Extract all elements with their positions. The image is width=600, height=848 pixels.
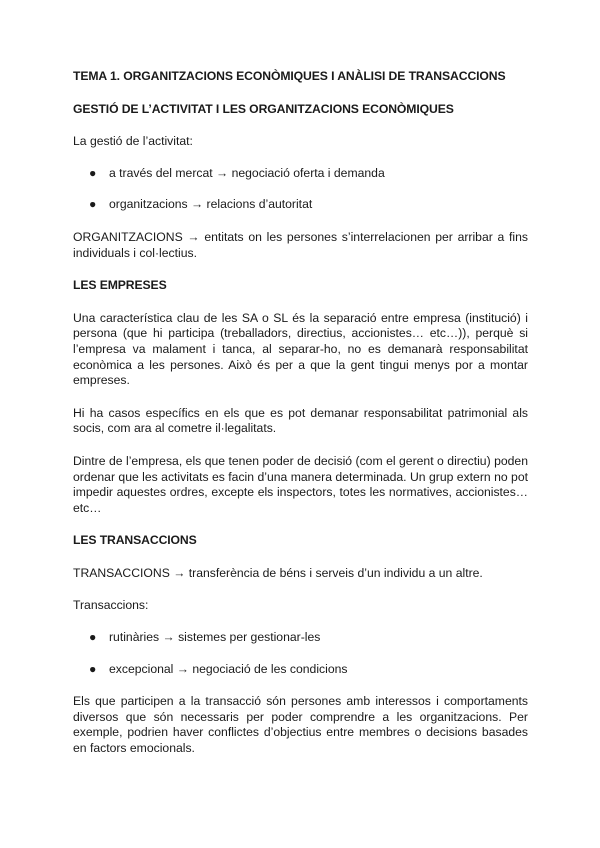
- section-heading-empreses: LES EMPRESES: [73, 278, 167, 293]
- list-item: [73, 197, 528, 213]
- list-item-text: organitzacions → relacions d’autoritat: [109, 197, 313, 212]
- list-item-text: a través del mercat → negociació oferta i demanda: [109, 165, 385, 180]
- transaccions-closing: Els que participen a la transacció són persones amb interessos i comportaments diversos que són necessaris per poder comprendre a les organitzacions. Per exemple, podrien haver conflictes d’objectius entre membres o decisions basades en factors emocionals.: [73, 694, 528, 756]
- section-heading-transaccions: LES TRANSACCIONS: [73, 533, 197, 548]
- intro-text: La gestió de l’activitat:: [73, 134, 193, 149]
- document-subtitle: GESTIÓ DE L’ACTIVITAT I LES ORGANITZACIONS ECONÒMIQUES: [73, 101, 454, 116]
- list-item-text: rutinàries → sistemes per gestionar-les: [109, 630, 321, 645]
- bullet-icon: ●: [89, 197, 97, 212]
- empreses-paragraph-1: Una característica clau de les SA o SL és la separació entre empresa (institució) i persona (que hi participa (treballadors, directius, accionistes… etc…)), perquè si l’empresa va malament i tanca, al separar-ho, no es demanarà responsabilitat econòmica a les persones. Això és per a que la gent tingui menys por a montar empreses.: [73, 310, 528, 388]
- transaccions-definition: TRANSACCIONS → transferència de béns i serveis d’un individu a un altre.: [73, 565, 483, 580]
- document-title: TEMA 1. ORGANITZACIONS ECONÒMIQUES I ANÀLISI DE TRANSACCIONS: [73, 69, 506, 83]
- bullet-icon: ●: [89, 630, 97, 645]
- intro-list: [73, 166, 528, 213]
- transaccions-list-intro: Transaccions:: [73, 598, 149, 613]
- list-item-text: excepcional → negociació de les condicions: [109, 661, 348, 676]
- list-item: [73, 662, 528, 678]
- document-page: [73, 60, 528, 757]
- organitzacions-definition: ORGANITZACIONS → entitats on les persones s’interrelacionen per arribar a fins individuals i col·lectius.: [73, 229, 528, 260]
- bullet-icon: ●: [89, 661, 97, 676]
- list-item: [73, 630, 528, 646]
- transaccions-list: [73, 630, 528, 677]
- bullet-icon: ●: [89, 165, 97, 180]
- empreses-paragraph-3: Dintre de l’empresa, els que tenen poder de decisió (com el gerent o directiu) poden ordenar que les activitats es facin d’una manera determinada. Un grup extern no pot impedir aquestes ordres, excepte els inspectors, totes les normatives, accionistes… etc…: [73, 453, 528, 515]
- list-item: [73, 166, 528, 182]
- empreses-paragraph-2: Hi ha casos específics en els que es pot demanar responsabilitat patrimonial als socis, com ara al cometre il·legalitats.: [73, 405, 528, 436]
